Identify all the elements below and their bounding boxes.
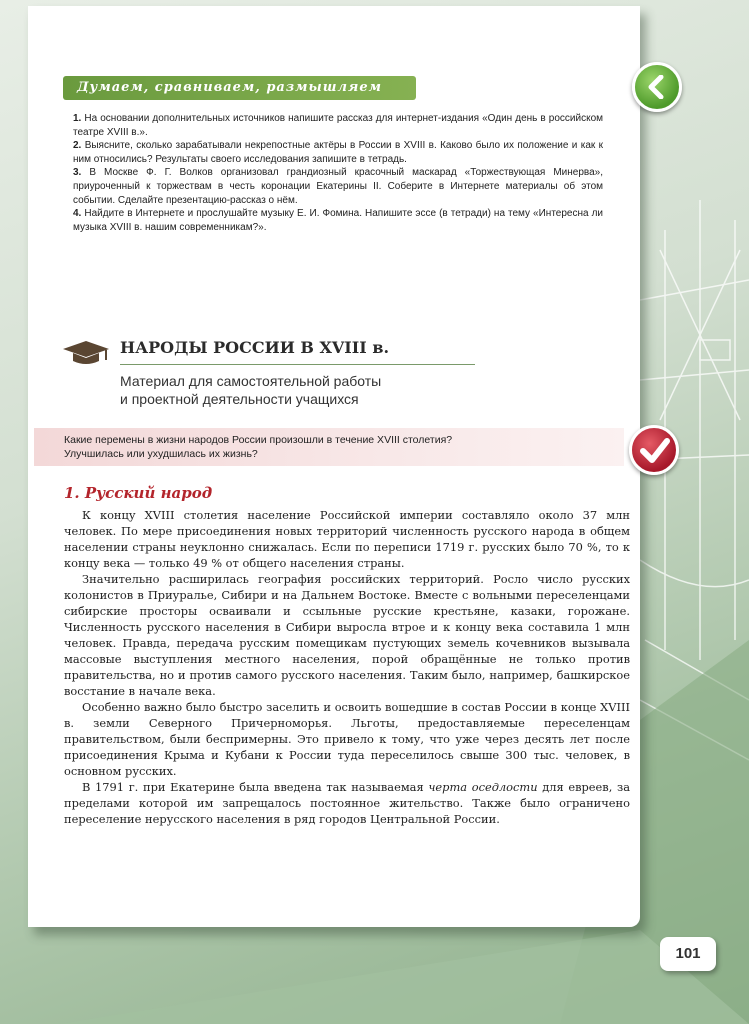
body-text [64,507,630,827]
section-divider [120,364,475,365]
paragraph: Значительно расширилась география российских территорий. Росло число русских колонистов в Приуралье, Сибири и на Дальнем Востоке. Вместе с вольными переселенцами сибирские просторы осваивали и ссыльные русские крестьяне, казаки, горожане. Численность русского населения в Сибири выросла втрое и к концу века составила 1 млн человек. Правда, передача русским помещикам пустующих земель кочевников вызывала массовые выступления местного населения, порой обращённые не только против правительства, но и против самого русского населения. Таким было, например, башкирское восстание в начале века. [64,572,630,698]
task-item: 3. В Москве Ф. Г. Волков организовал грандиозный красочный маскарад «Торжествующая Минерва», приуроченный к торжествам в честь коронации Екатерины II. Соберите в Интернете материалы об этом событии. Сделайте презентацию-рассказ о нём. [73,167,603,206]
activity-banner: Думаем, сравниваем, размышляем [63,76,416,100]
page-number: 101 [660,937,716,971]
paragraph: К концу XVIII столетия население Российской империи составляло около 37 млн человек. По мере присоединения новых территорий численность русского народа в общем населении страны неуклонно снижалась. Если по переписи 1719 г. русских было 70 %, то к концу века — только 49 % от общего населения страны. [64,508,630,570]
checkmark-icon [640,437,670,465]
subsection-title: 1. Русский народ [64,484,213,502]
key-question: Какие перемены в жизни народов России произошли в течение XVIII столетия? Улучшилась или ухудшилась их жизнь? [64,434,453,460]
graduation-cap-icon [62,340,110,366]
paragraph: В 1791 г. при Екатерине была введена так называемая черта оседлости для евреев, за пределами которой им запрещалось постоянное жительство. Также было ограничено переселение нерусского населения в ряд городов Центральной России. [64,780,631,826]
back-arrow-icon [645,75,669,99]
term-highlight: черта оседлости [428,780,538,794]
task-list [73,112,603,234]
paragraph: Особенно важно было быстро заселить и освоить вошедшие в состав России в конце XVIII в. земли Северного Причерноморья. Льготы, предоставляемые переселенцам правительством, были беспримерны. Это привело к тому, что уже через десять лет после присоединения Крыма и Кубани к России туда переселилось свыше 300 тыс. человек, в основном русских. [64,700,630,778]
task-item: 1. На основании дополнительных источников напишите рассказ для интернет-издания «Один день в российском театре XVIII в.». [73,113,603,138]
section-title: НАРОДЫ РОССИИ В XVIII в. [120,338,390,357]
back-button[interactable] [632,62,682,112]
section-subtitle: Материал для самостоятельной работы и проектной деятельности учащихся [120,373,382,407]
task-item: 2. Выясните, сколько зарабатывали некрепостные актёры в России в XVIII в. Каково было их положение и как к ним относились? Результаты своего исследования запишите в тетрадь. [73,140,603,165]
self-check-button[interactable] [629,425,679,475]
task-item: 4. Найдите в Интернете и прослушайте музыку Е. И. Фомина. Напишите эссе (в тетради) на тему «Интересна ли музыка XVIII в. нашим современникам?». [73,208,603,233]
